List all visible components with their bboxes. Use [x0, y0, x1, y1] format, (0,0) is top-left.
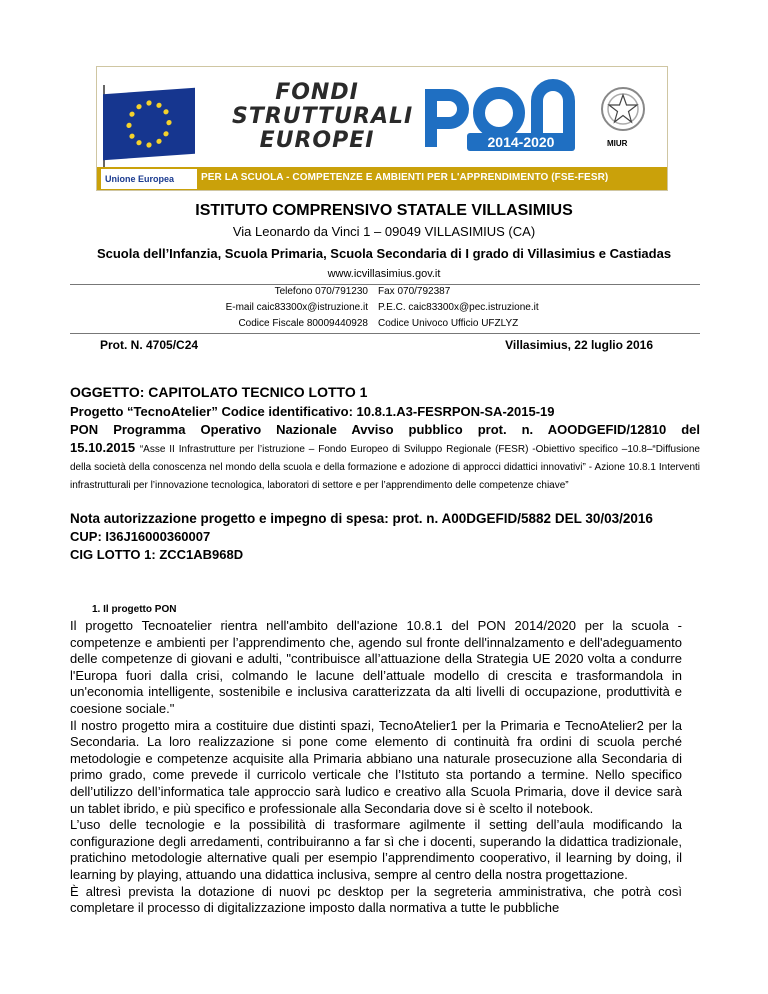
school-address: Via Leonardo da Vinci 1 – 09049 VILLASIMIUS (CA) [232, 224, 536, 239]
italian-republic-emblem-icon [599, 85, 647, 133]
eu-label-box [101, 169, 197, 189]
contact-phone: Telefono 070/791230 [274, 286, 368, 297]
miur-label: MIUR [607, 139, 628, 148]
cup-code: CUP: I36J16000360007 [70, 529, 211, 544]
asse-description: “Asse II Infrastrutture per l’istruzione – Fondo Europeo di Sviluppo Regionale (FESR) -Obiettivo specifico –10.8–“Diffusione della società della conoscenza nel mondo della scuola e della formazione e adozione di approcci didattici innovativi” - Azione 10.8.1 Interventi infrastrutturali per l’innovazione tecnologica, laboratori di settore e per l’apprendimento delle competenze chiave” [70, 444, 700, 491]
eu-label: Unione Europea [105, 174, 175, 184]
section-body [70, 618, 682, 917]
paragraph: È altresì prevista la dotazione di nuovi pc desktop per la segreteria amministrativa, che potrà così completare il processo di digitalizzazione imposto dalla normativa a tutte le pubbliche [70, 883, 682, 916]
fondi-strutturali-logo [232, 80, 414, 153]
paragraph: Il nostro progetto mira a costituire due distinti spazi, TecnoAtelier1 per la Primaria e TecnoAtelier2 per la Secondaria. La loro realizzazione si pone come elemento di continuità fra ordini di scuola perché metodologie e competenze acquisite alla Primaria abbiano una naturale prosecuzione alla Secondaria di primo grado, come prevede il curricolo verticale che l’Istituto sta portando a termine. Nello specifico dell’utilizzo dell’informatica tale approccio sarà ludico e creativo alla Scuola Primaria, dove il device sarà un tablet ibrido, e più specifico e professionale alla Secondaria dove si è scelto il notebook. [70, 717, 682, 816]
header-divider-bottom [70, 333, 700, 334]
contact-email: E-mail caic83300x@istruzione.it [225, 302, 368, 313]
eu-flag-icon [103, 88, 195, 160]
pon-banner [96, 66, 668, 191]
asse-block [70, 439, 700, 493]
authorization-note: Nota autorizzazione progetto e impegno di spesa: prot. n. A00DGEFID/5882 DEL 30/03/2016 [70, 511, 653, 526]
fondi-word: FONDI [275, 80, 359, 105]
header-divider-top [70, 284, 700, 285]
contact-fax: Fax 070/792387 [378, 286, 451, 297]
subject-heading: OGGETTO: CAPITOLATO TECNICO LOTTO 1 [70, 384, 368, 400]
contact-pec: P.E.C. caic83300x@pec.istruzione.it [378, 302, 539, 313]
banner-strip-text: PER LA SCUOLA - COMPETENZE E AMBIENTI PER L'APPRENDIMENTO (FSE-FESR) [201, 172, 609, 183]
cig-code: CIG LOTTO 1: ZCC1AB968D [70, 547, 244, 562]
paragraph: L’uso delle tecnologie e la possibilità di trasformare agilmente il setting dell’aula modificando la configurazione degli arredamenti, contribuiranno a far sì che i docenti, superando la didattica tradizionale, pratichino metodologie alternative quali per esempio l’apprendimento cooperativo, il learning by doing, il learning by playing, attuando una didattica inclusiva, sempre al centro della nostra progettazione. [70, 817, 682, 882]
paragraph: Il progetto Tecnoatelier rientra nell'ambito dell'azione 10.8.1 del PON 2014/2020 per la scuola - competenze e ambienti per l’apprendimento che, agendo sul fronte dell'innalzamento e dell'adeguamento delle competenze di giovani e adulti, "contribuisce all’attuazione della Strategia UE 2020 volta a condurre l'Europa fuori dalla crisi, colmando le lacune dell’attuale modello di crescita e trasformandola in un'economia intelligente, sostenibile e inclusiva caratterizzata da alti livelli di occupazione, produttività e coesione sociale." [70, 618, 682, 716]
section-title: 1. Il progetto PON [92, 604, 177, 615]
contact-office-code: Codice Univoco Ufficio UFZLYZ [378, 318, 519, 329]
pon-logo [415, 79, 585, 155]
strutturali-word: STRUTTURALI [232, 104, 414, 129]
eu-stars-icon [103, 88, 195, 160]
notice-date: 15.10.2015 [70, 440, 136, 455]
project-code-line: Progetto “TecnoAtelier” Codice identificativo: 10.8.1.A3-FESRPON-SA-2015-19 [70, 404, 555, 419]
school-title: ISTITUTO COMPRENSIVO STATALE VILLASIMIUS [195, 202, 573, 219]
contact-fiscal-code: Codice Fiscale 80009440928 [238, 318, 368, 329]
protocol-number: Prot. N. 4705/C24 [100, 338, 199, 352]
document-date: Villasimius, 22 luglio 2016 [505, 338, 653, 352]
europei-word: EUROPEI [259, 128, 375, 153]
pon-notice-line: PON Programma Operativo Nazionale Avviso pubblico prot. n. AOODGEFID/12810 del [70, 422, 700, 437]
pon-period: 2014-2020 [487, 134, 555, 150]
school-website: www.icvillasimius.gov.it [327, 268, 441, 280]
school-list: Scuola dell’Infanzia, Scuola Primaria, Scuola Secondaria di I grado di Villasimius e Castiadas [96, 246, 672, 261]
